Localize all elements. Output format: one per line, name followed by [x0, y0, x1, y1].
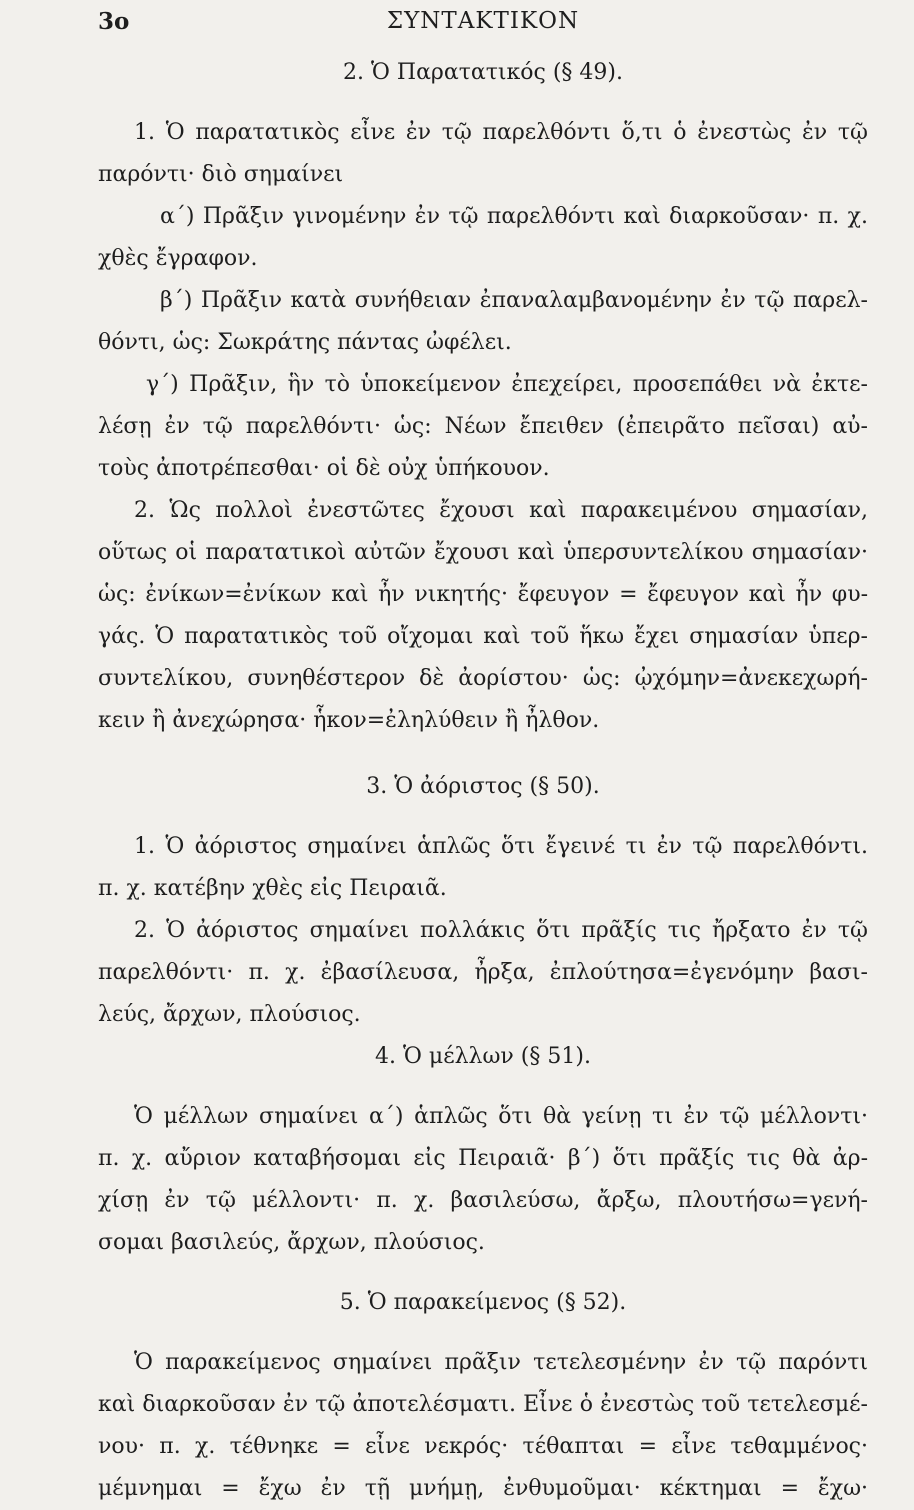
paragraph-line: π. χ. κατέβην χθὲς εἰς Πειραιᾶ.	[98, 876, 447, 901]
paragraph-line: γ΄) Πρᾶξιν, ἣν τὸ ὑποκείμενον ἐπεχείρει, προσεπάθει νὰ ἐκτε-	[146, 372, 868, 397]
paragraph-line: β΄) Πρᾶξιν κατὰ συνήθειαν ἐπαναλαμβανομένην ἐν τῷ παρελ-	[160, 288, 868, 313]
paragraph-line: π. χ. αὔριον καταβήσομαι εἰς Πειραιᾶ· β΄) ὅτι πρᾶξίς τις θὰ ἀρ-	[98, 1146, 868, 1171]
running-title: ΣΥΝΤΑΚΤΙΚΟΝ	[386, 8, 580, 34]
paragraph-line: χίσῃ ἐν τῷ μέλλοντι· π. χ. βασιλεύσω, ἄρξω, πλουτήσω=γενή-	[98, 1188, 868, 1213]
paragraph-line: Ὁ παρακείμενος σημαίνει πρᾶξιν τετελεσμένην ἐν τῷ παρόντι	[134, 1350, 868, 1375]
paragraph-line: συντελίκου, συνηθέστερον δὲ ἀορίστου· ὡς: ᾠχόμην=ἀνεκεχωρή-	[98, 666, 868, 691]
paragraph-line: παρελθόντι· π. χ. ἐβασίλευσα, ἦρξα, ἐπλούτησα=ἐγενόμην βασι-	[98, 960, 868, 985]
paragraph-line: λεύς, ἄρχων, πλούσιος.	[98, 1002, 361, 1027]
page-header	[98, 8, 868, 48]
page-body	[98, 52, 868, 1510]
paragraph-line: 2. Ὁ ἀόριστος σημαίνει πολλάκις ὅτι πρᾶξίς τις ἤρξατο ἐν τῷ	[134, 918, 868, 943]
paragraph-line: 2. Ὡς πολλοὶ ἐνεστῶτες ἔχουσι καὶ παρακειμένου σημασίαν,	[134, 498, 868, 523]
section-heading: 2. Ὁ Παρατατικός (§ 49).	[343, 60, 623, 85]
paragraph-line: παρόντι· διὸ σημαίνει	[98, 162, 344, 187]
paragraph-line: 1. Ὁ ἀόριστος σημαίνει ἁπλῶς ὅτι ἔγεινέ τι ἐν τῷ παρελθόντι.	[134, 834, 868, 859]
paragraph-line: Ὁ μέλλων σημαίνει α΄) ἁπλῶς ὅτι θὰ γείνῃ τι ἐν τῷ μέλλοντι·	[134, 1104, 868, 1129]
paragraph-line: α΄) Πρᾶξιν γινομένην ἐν τῷ παρελθόντι καὶ διαρκοῦσαν· π. χ.	[160, 204, 868, 229]
paragraph-line: σομαι βασιλεύς, ἄρχων, πλούσιος.	[98, 1230, 485, 1255]
paragraph-line: κειν ἢ ἀνεχώρησα· ἧκον=ἐληλύθειν ἢ ἦλθον.	[98, 708, 600, 733]
paragraph-line: θόντι, ὡς: Σωκράτης πάντας ὠφέλει.	[98, 330, 512, 355]
paragraph-line: νου· π. χ. τέθνηκε = εἶνε νεκρός· τέθαπται = εἶνε τεθαμμένος·	[98, 1434, 868, 1459]
page-number: 3o	[98, 8, 130, 35]
paragraph-line: χθὲς ἔγραφον.	[98, 246, 258, 271]
paragraph-line: οὕτως οἱ παρατατικοὶ αὐτῶν ἔχουσι καὶ ὑπερσυντελίκου σημασίαν·	[98, 540, 868, 565]
paragraph-line: μέμνημαι = ἔχω ἐν τῇ μνήμῃ, ἐνθυμοῦμαι· κέκτημαι = ἔχω·	[98, 1476, 868, 1501]
paragraph-line: γάς. Ὁ παρατατικὸς τοῦ οἴχομαι καὶ τοῦ ἥκω ἔχει σημασίαν ὑπερ-	[98, 624, 868, 649]
section-heading: 3. Ὁ ἀόριστος (§ 50).	[366, 774, 600, 799]
paragraph-line: τοὺς ἀποτρέπεσθαι· οἱ δὲ οὐχ ὑπήκουον.	[98, 456, 550, 481]
section-heading: 5. Ὁ παρακείμενος (§ 52).	[339, 1290, 627, 1315]
section-heading: 4. Ὁ μέλλων (§ 51).	[375, 1044, 591, 1069]
paragraph-line: λέσῃ ἐν τῷ παρελθόντι· ὡς: Νέων ἔπειθεν (ἐπειρᾶτο πεῖσαι) αὐ-	[98, 414, 868, 439]
paragraph-line: καὶ διαρκοῦσαν ἐν τῷ ἀποτελέσματι. Εἶνε ὁ ἐνεστὼς τοῦ τετελεσμέ-	[98, 1392, 868, 1417]
paragraph-line: 1. Ὁ παρατατικὸς εἶνε ἐν τῷ παρελθόντι ὅ,τι ὁ ἐνεστὼς ἐν τῷ	[134, 120, 868, 145]
paragraph-line: ὡς: ἐνίκων=ἐνίκων καὶ ἦν νικητής· ἔφευγον = ἔφευγον καὶ ἦν φυ-	[98, 582, 868, 607]
